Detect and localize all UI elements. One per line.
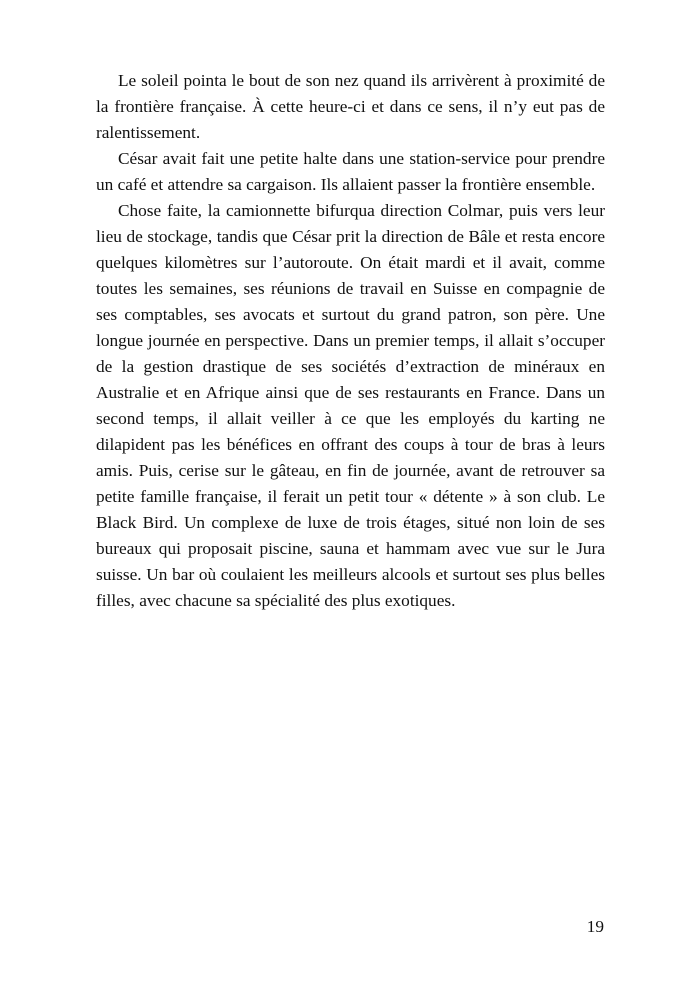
paragraph-3: Chose faite, la camionnette bifurqua direction Colmar, puis vers leur lieu de stockage, tandis que César prit la direction de Bâle et resta encore quelques kilomètres sur l’autoroute. On était mardi et il avait, comme toutes les semaines, ses réunions de travail en Suisse en compagnie de ses comptables, ses avocats et surtout du grand patron, son père. Une longue journée en perspective. Dans un premier temps, il allait s’occuper de la gestion drastique de ses sociétés d’extraction de minéraux en Australie et en Afrique ainsi que de ses restaurants en France. Dans un second temps, il allait veiller à ce que les employés du karting ne dilapident pas les bénéfices en offrant des coups à tour de bras à leurs amis. Puis, cerise sur le gâteau, en fin de journée, avant de retrouver sa petite famille française, il ferait un petit tour « détente » à son club. Le Black Bird. Un complexe de luxe de trois étages, situé non loin de ses bureaux qui proposait piscine, sauna et hammam avec vue sur le Jura suisse. Un bar où coulaient les meilleurs alcools et surtout ses plus belles filles, avec chacune sa spécialité des plus exotiques. — [96, 201, 605, 610]
paragraph-1: Le soleil pointa le bout de son nez quand ils arrivèrent à proximité de la frontière française. À cette heure-ci et dans ce sens, il n’y eut pas de ralentissement. — [96, 71, 605, 142]
body-text — [96, 68, 605, 614]
paragraph-2: César avait fait une petite halte dans une station-service pour prendre un café et attendre sa cargaison. Ils allaient passer la frontière ensemble. — [96, 149, 605, 194]
page-number: 19 — [586, 917, 604, 936]
